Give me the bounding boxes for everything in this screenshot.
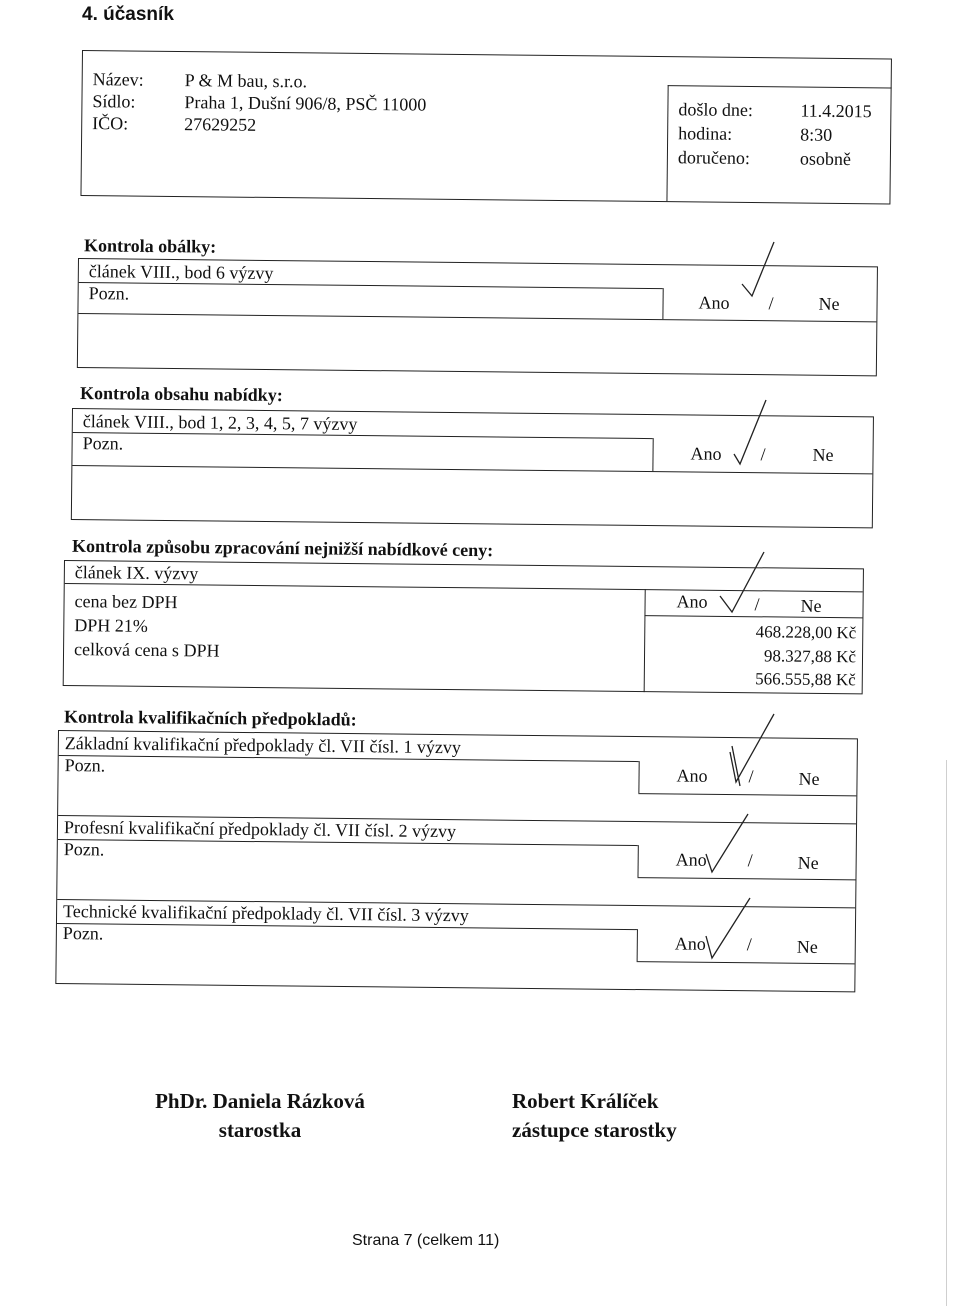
note-label: Pozn. <box>64 755 106 776</box>
price-row2-value: 98.327,88 Kč <box>763 646 857 667</box>
price-row3-label: celková cena s DPH <box>73 639 220 661</box>
hour-value: 8:30 <box>800 124 833 145</box>
slash-separator: / <box>760 444 766 465</box>
checkmark-icon <box>728 712 778 792</box>
basic-answer-divider <box>638 761 639 793</box>
seat-value: Praha 1, Dušní 906/8, PSČ 11000 <box>184 92 427 115</box>
no-option: Ne <box>812 444 834 465</box>
delivered-label: doručeno: <box>677 147 750 168</box>
content-title: Kontrola obsahu nabídky: <box>79 382 283 406</box>
hour-label: hodina: <box>678 123 733 144</box>
signature-left <box>140 1087 380 1145</box>
checkmark-icon <box>718 550 768 620</box>
checkmark-icon <box>704 812 754 882</box>
yes-option: Ano <box>676 591 708 612</box>
slash-separator: / <box>754 594 760 615</box>
left-signatory-name: PhDr. Daniela Rázková <box>155 1089 365 1113</box>
price-row1-value: 468.228,00 Kč <box>755 622 857 643</box>
scan-edge-line <box>946 760 947 1306</box>
left-signatory-role: starostka <box>218 1118 302 1142</box>
slash-separator: / <box>768 293 774 314</box>
no-option: Ne <box>798 768 820 789</box>
ico-value: 27629252 <box>184 114 257 135</box>
no-option: Ne <box>818 293 840 314</box>
slash-separator: / <box>747 850 753 871</box>
no-option: Ne <box>796 936 818 957</box>
slash-separator: / <box>746 934 752 955</box>
qualification-technical: Technické kvalifikační předpoklady čl. VII čísl. 3 výzvy <box>62 901 469 926</box>
price-title: Kontrola způsobu zpracování nejnižší nabídkové ceny: <box>71 535 494 561</box>
no-option: Ne <box>800 595 822 616</box>
received-value: 11.4.2015 <box>800 100 872 122</box>
professional-answer-divider <box>637 845 638 877</box>
delivery-top-line <box>668 85 892 88</box>
signature-right <box>512 1087 712 1145</box>
slash-separator: / <box>748 766 754 787</box>
delivered-value: osobně <box>799 148 852 170</box>
yes-option: Ano <box>676 765 708 786</box>
right-signatory-role: zástupce starostky <box>512 1118 677 1142</box>
checkmark-icon <box>732 398 772 468</box>
note-label: Pozn. <box>63 839 105 860</box>
received-label: došlo dne: <box>678 99 754 121</box>
delivery-divider <box>666 85 668 201</box>
seat-label: Sídlo: <box>92 91 136 112</box>
envelope-answer-divider <box>662 288 663 319</box>
right-signatory-name: Robert Králíček <box>512 1089 659 1113</box>
technical-answer-divider <box>637 929 638 961</box>
note-label: Pozn. <box>82 433 124 454</box>
checkmark-icon <box>704 896 754 966</box>
yes-option: Ano <box>690 443 722 464</box>
name-label: Název: <box>92 69 144 90</box>
yes-option: Ano <box>698 292 730 313</box>
price-row2-label: DPH 21% <box>74 615 148 636</box>
note-label: Pozn. <box>88 283 130 304</box>
qualification-title: Kontrola kvalifikačních předpokladů: <box>63 706 357 730</box>
envelope-title: Kontrola obálky: <box>83 235 217 257</box>
ico-label: IČO: <box>92 113 129 134</box>
yes-option: Ano <box>675 849 707 870</box>
name-value: P & M bau, s.r.o. <box>184 70 308 92</box>
qualification-basic: Základní kvalifikační předpoklady čl. VII čísl. 1 výzvy <box>64 733 462 758</box>
envelope-article: článek VIII., bod 6 výzvy <box>88 261 274 284</box>
qualification-professional: Profesní kvalifikační předpoklady čl. VII čísl. 2 výzvy <box>63 817 457 842</box>
participant-box <box>80 50 891 204</box>
price-value-divider <box>644 589 646 692</box>
note-label: Pozn. <box>62 923 104 944</box>
envelope-article-line <box>79 282 663 289</box>
checkmark-icon <box>740 240 780 300</box>
envelope-row-line <box>78 313 876 322</box>
content-article: článek VIII., bod 1, 2, 3, 4, 5, 7 výzvy <box>82 411 358 434</box>
basic-row-line <box>638 793 856 796</box>
content-answer-divider <box>652 438 653 471</box>
page-number: Strana 7 (celkem 11) <box>352 1232 500 1249</box>
price-article: článek IX. výzvy <box>74 562 199 584</box>
price-row3-value: 566.555,88 Kč <box>755 669 856 690</box>
no-option: Ne <box>797 852 819 873</box>
yes-option: Ano <box>674 933 706 954</box>
section-heading: 4. účasník <box>82 4 174 25</box>
price-row1-label: cena bez DPH <box>74 591 178 613</box>
content-article-line <box>73 432 653 439</box>
